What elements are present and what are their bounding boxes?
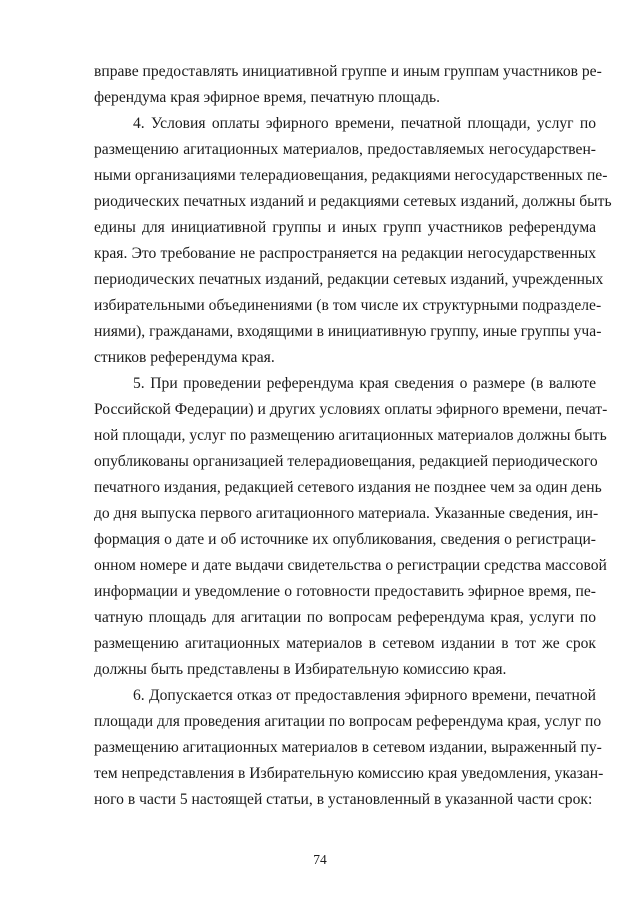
text-line: информации и уведомление о готовности предоставить эфирное время, пе- xyxy=(94,583,596,600)
text-line: должны быть представлены в Избирательную комиссию края. xyxy=(94,661,507,678)
text-line: размещению агитационных материалов в сетевом издании в тот же срок xyxy=(94,635,596,652)
text-line: края. Это требование не распространяется на редакции негосударственных xyxy=(94,245,596,262)
text-line: печатного издания, редакцией сетевого издания не позднее чем за один день xyxy=(94,479,602,496)
text-line: Российской Федерации) и других условиях оплаты эфирного времени, печат- xyxy=(94,401,608,418)
page-number: 74 xyxy=(313,852,327,867)
text-line: ного в части 5 настоящей статьи, в установленный в указанной части срок: xyxy=(94,791,593,808)
text-line: опубликованы организацией телерадиовещания, редакцией периодического xyxy=(94,453,598,470)
paragraph-4-first-line: 4. Условия оплаты эфирного времени, печатной площади, услуг по xyxy=(133,115,596,132)
text-line: периодических печатных изданий, редакции сетевых изданий, учрежденных xyxy=(94,271,604,288)
text-line: ными организациями телерадиовещания, редакциями негосударственных пе- xyxy=(94,167,608,184)
text-line: онном номере и дате выдачи свидетельства о регистрации средства массовой xyxy=(94,557,607,574)
text-line: размещению агитационных материалов, предоставляемых негосударствен- xyxy=(94,141,596,158)
text-line: площади для проведения агитации по вопросам референдума края, услуг по xyxy=(94,713,602,730)
text-line: формация о дате и об источнике их опубликования, сведения о регистраци- xyxy=(94,531,596,548)
text-line: тем непредставления в Избирательную комиссию края уведомления, указан- xyxy=(94,765,604,782)
text-line: до дня выпуска первого агитационного материала. Указанные сведения, ин- xyxy=(94,505,599,522)
text-line: ниями), гражданами, входящими в инициативную группу, иные группы уча- xyxy=(94,323,602,340)
paragraph-5-first-line: 5. При проведении референдума края сведения о размере (в валюте xyxy=(133,375,596,392)
text-line: ной площади, услуг по размещению агитационных материалов должны быть xyxy=(94,427,607,444)
text-line: стников референдума края. xyxy=(94,349,275,366)
text-line: избирательными объединениями (в том числе их структурными подразделе- xyxy=(94,297,602,314)
text-line: размещению агитационных материалов в сетевом издании, выраженный пу- xyxy=(94,739,602,756)
text-line: ферендума края эфирное время, печатную площадь. xyxy=(94,89,441,106)
text-line: едины для инициативной группы и иных групп участников референдума xyxy=(94,219,596,236)
text-line: риодических печатных изданий и редакциями сетевых изданий, должны быть xyxy=(94,193,612,210)
text-line: чатную площадь для агитации по вопросам референдума края, услуги по xyxy=(94,609,596,626)
paragraph-6-first-line: 6. Допускается отказ от предоставления эфирного времени, печатной xyxy=(133,687,596,704)
text-line: вправе предоставлять инициативной группе и иным группам участников ре- xyxy=(94,63,602,80)
